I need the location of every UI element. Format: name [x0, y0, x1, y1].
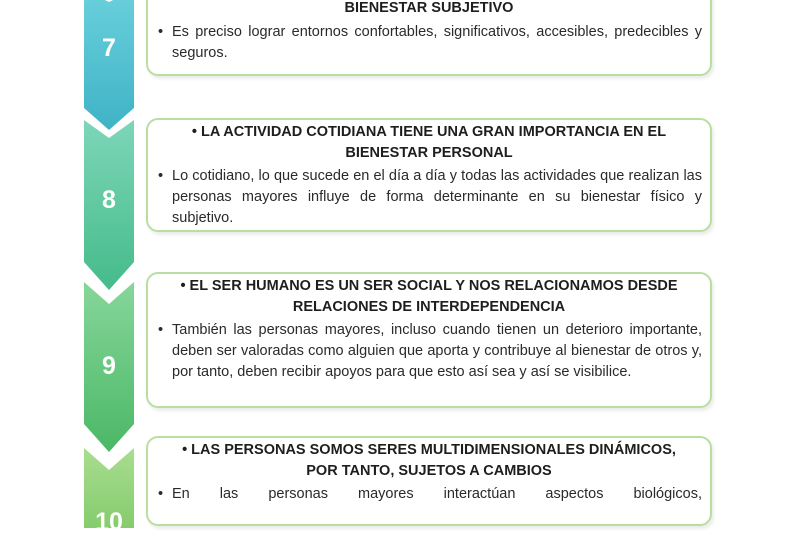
card-body-text: Lo cotidiano, lo que sucede en el día a día y todas las actividades que realizan las personas mayores influye de forma determinante en su bienestar físico y subjetivo.: [172, 168, 702, 226]
card-title-line: • LA ACTIVIDAD COTIDIANA TIENE UNA GRAN IMPORTANCIA EN EL: [191, 124, 667, 140]
card-title-line: POR TANTO, SUJETOS A CAMBIOS: [306, 463, 552, 479]
bullet-icon: •: [158, 486, 164, 502]
card-title: [158, 0, 700, 19]
card-title: [158, 276, 700, 318]
card-body-text: También las personas mayores, incluso cuando tienen un deterioro importante, deben ser valoradas como alguien que aporta y contribuye al bienestar de otros y, por tanto, deben recibir apoyos para que esto así sea y así se visibilice.: [172, 322, 702, 380]
card-title-line: • EL SER HUMANO ES UN SER SOCIAL Y NOS RELACIONAMOS DESDE: [180, 278, 678, 294]
card-title-line: BIENESTAR SUBJETIVO: [344, 0, 514, 16]
card-body: [158, 484, 702, 505]
card-title-line: • LAS PERSONAS SOMOS SERES MULTIDIMENSIONALES DINÁMICOS,: [182, 442, 676, 458]
step-number: 9: [102, 352, 116, 380]
bullet-icon: •: [158, 24, 164, 40]
card-title-line: BIENESTAR PERSONAL: [345, 145, 513, 161]
card-body: [158, 22, 702, 64]
card-body-text: Es preciso lograr entornos confortables, significativos, accesibles, predecibles y seguros.: [172, 24, 702, 61]
card-body: [158, 320, 702, 383]
step-8-chevron: [84, 120, 134, 290]
step-9-card: [146, 272, 712, 408]
card-title: [158, 122, 700, 164]
chevron-shape-icon: [84, 0, 134, 130]
step-number: 8: [102, 186, 116, 214]
bullet-icon: •: [158, 168, 164, 184]
step-10-chevron: [84, 448, 134, 536]
step-7-chevron: [84, 0, 134, 130]
bullet-icon: •: [158, 322, 164, 338]
step-10-card: [146, 436, 712, 526]
card-title-line: RELACIONES DE INTERDEPENDENCIA: [292, 299, 566, 315]
card-title: [158, 440, 700, 482]
card-body-text: En las personas mayores interactúan aspectos biológicos,: [172, 486, 702, 502]
card-body: [158, 166, 702, 229]
step-number: 10: [95, 508, 123, 536]
step-number: 7: [102, 34, 116, 62]
step-7-card: [146, 0, 712, 76]
step-8-card: [146, 118, 712, 232]
step-9-chevron: [84, 282, 134, 452]
